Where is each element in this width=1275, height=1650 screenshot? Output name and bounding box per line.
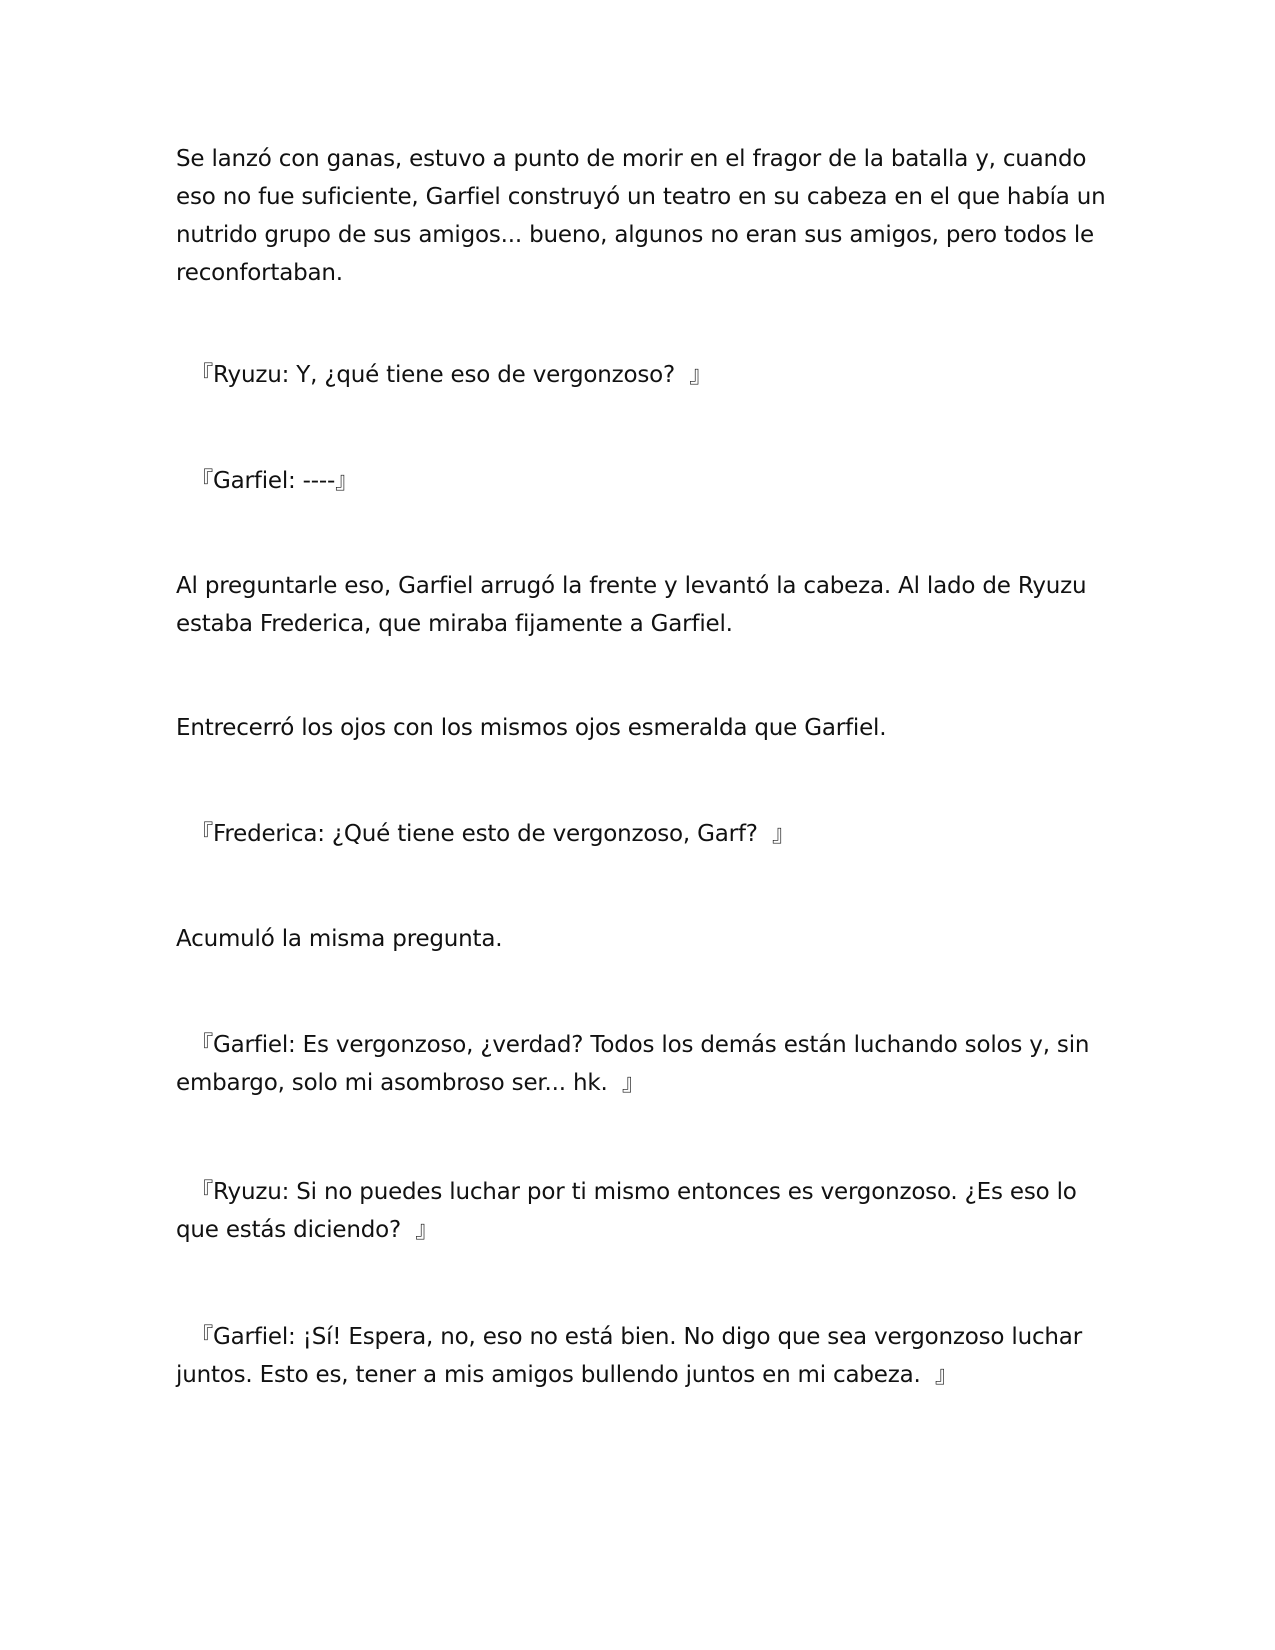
dialogue-garfiel-2: 『Garfiel: Es vergonzoso, ¿verdad? Todos los demás están luchando solos y, sin embargo, solo mi asombroso ser... hk. 』 [176, 1032, 1097, 1096]
narration-paragraph-1: Se lanzó con ganas, estuvo a punto de morir en el fragor de la batalla y, cuando eso no fue suficiente, Garfiel construyó un teatro en su cabeza en el que había un nutrido grupo de sus amigos... bueno, algunos no eran sus amigos, pero todos le reconfortaban. [176, 146, 1106, 286]
narration-paragraph-3: Entrecerró los ojos con los mismos ojos esmeralda que Garfiel. [176, 715, 887, 741]
narration-paragraph-2: Al preguntarle eso, Garfiel arrugó la frente y levantó la cabeza. Al lado de Ryuzu estaba Frederica, que miraba fijamente a Garfiel. [176, 573, 1087, 637]
dialogue-ryuzu-1: 『Ryuzu: Y, ¿qué tiene eso de vergonzoso? 』 [176, 362, 713, 388]
dialogue-garfiel-1: 『Garfiel: ----』 [176, 468, 358, 494]
dialogue-garfiel-3: 『Garfiel: ¡Sí! Espera, no, eso no está bien. No digo que sea vergonzoso luchar juntos. Esto es, tener a mis amigos bullendo juntos en mi cabeza. 』 [176, 1324, 1090, 1388]
dialogue-ryuzu-2: 『Ryuzu: Si no puedes luchar por ti mismo entonces es vergonzoso. ¿Es eso lo que estás diciendo? 』 [176, 1179, 1084, 1243]
dialogue-frederica-1: 『Frederica: ¿Qué tiene esto de vergonzoso, Garf? 』 [176, 821, 795, 847]
narration-paragraph-4: Acumuló la misma pregunta. [176, 926, 503, 952]
